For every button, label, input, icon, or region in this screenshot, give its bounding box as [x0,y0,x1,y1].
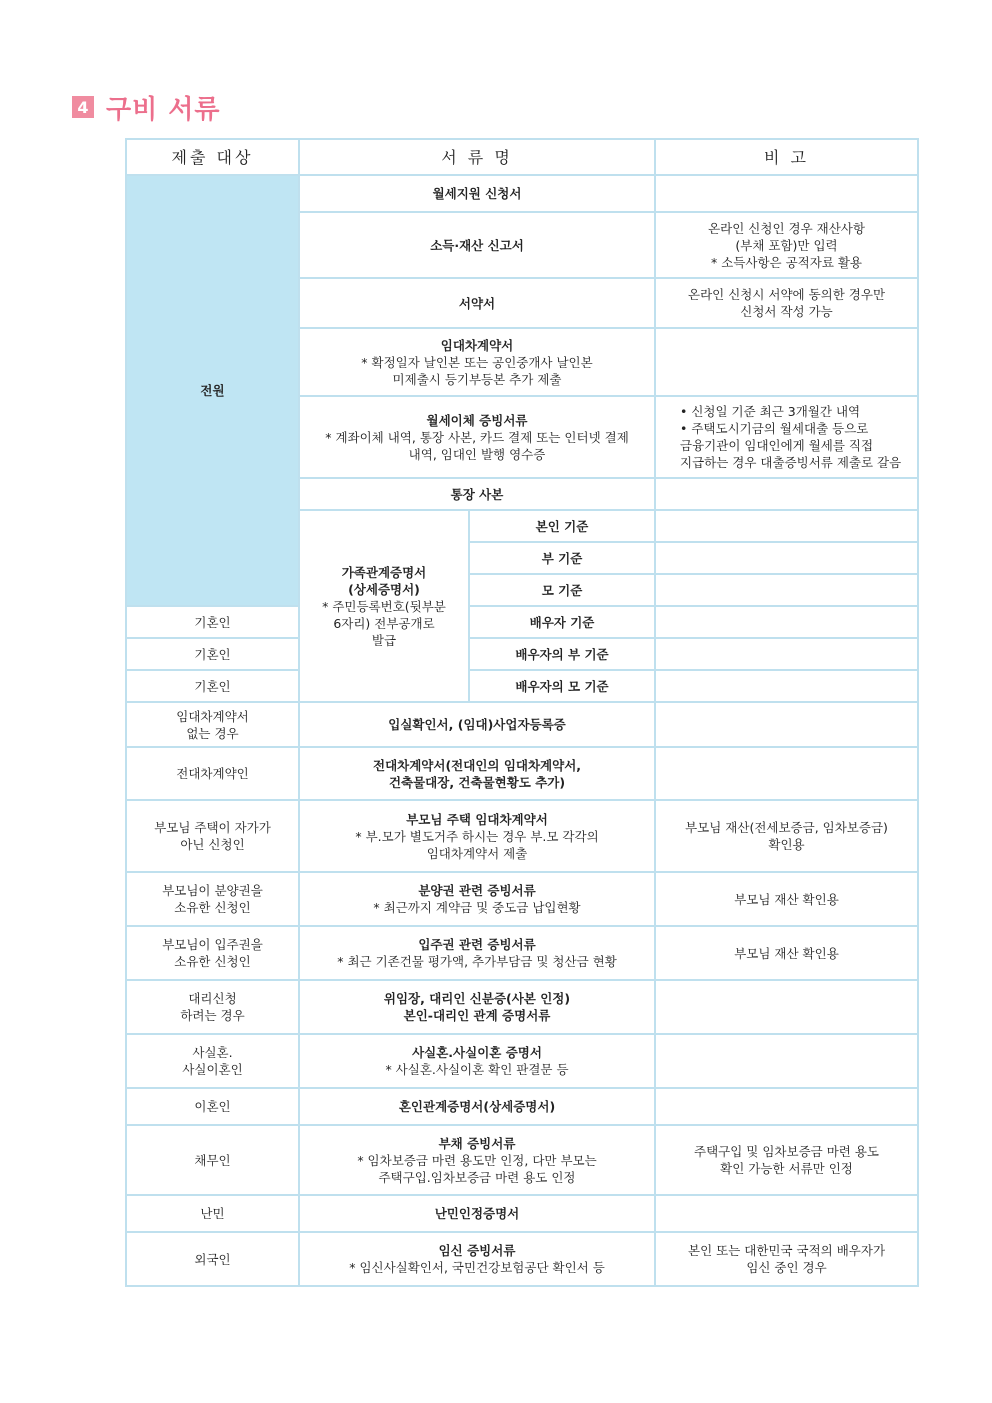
table-row [126,926,918,980]
target-cell: 부모님이 입주권을 소유한 신청인 [126,926,299,980]
doc-cell: 통장 사본 [299,478,655,510]
target-cell: 기혼인 [126,638,299,670]
table-row [126,1195,918,1232]
target-cell: 대리신청 하려는 경우 [126,980,299,1034]
doc-cell: 위임장, 대리인 신분증(사본 인정) 본인-대리인 관계 증명서류 [299,980,655,1034]
remark-cell [655,175,918,212]
remark-cell: 온라인 신청시 서약에 동의한 경우만 신청서 작성 가능 [655,278,918,328]
remark-cell: 부모님 재산(전세보증금, 임차보증금) 확인용 [655,800,918,872]
doc-cell: 임신 증빙서류 * 임신사실확인서, 국민건강보험공단 확인서 등 [299,1232,655,1286]
doc-cell: 사실혼.사실이혼 증명서 * 사실혼.사실이혼 확인 판결문 등 [299,1034,655,1088]
remark-cell [655,328,918,396]
other-rows [126,702,918,1286]
remark-cell [655,670,918,702]
remark-cell [655,478,918,510]
target-all-cell: 전원 [126,175,299,606]
doc-cell: 혼인관계증명서(상세증명서) [299,1088,655,1125]
remark-cell: 부모님 재산 확인용 [655,926,918,980]
table-row [126,670,918,702]
remark-cell [655,510,918,542]
table-row [126,1034,918,1088]
table-row [126,872,918,926]
header-remark: 비 고 [655,139,918,175]
required-documents-table [125,138,919,1287]
target-cell: 사실혼. 사실이혼인 [126,1034,299,1088]
remark-cell [655,980,918,1034]
family-basis-cell: 본인 기준 [469,510,655,542]
table-header-row [126,139,918,175]
doc-cell: 서약서 [299,278,655,328]
remark-cell [655,606,918,638]
remark-cell [655,574,918,606]
family-basis-cell: 배우자의 부 기준 [469,638,655,670]
table-row [126,1125,918,1195]
target-cell: 전대차계약인 [126,747,299,800]
doc-cell: 월세지원 신청서 [299,175,655,212]
target-cell: 부모님 주택이 자가가 아닌 신청인 [126,800,299,872]
family-basis-cell: 모 기준 [469,574,655,606]
remark-cell [655,542,918,574]
target-cell: 부모님이 분양권을 소유한 신청인 [126,872,299,926]
family-basis-cell: 배우자 기준 [469,606,655,638]
header-document: 서 류 명 [299,139,655,175]
header-target: 제출 대상 [126,139,299,175]
target-cell: 난민 [126,1195,299,1232]
target-cell: 기혼인 [126,606,299,638]
doc-cell: 입실확인서, (임대)사업자등록증 [299,702,655,747]
doc-cell: 난민인정증명서 [299,1195,655,1232]
target-cell: 기혼인 [126,670,299,702]
remark-cell: 부모님 재산 확인용 [655,872,918,926]
doc-cell: 전대차계약서(전대인의 임대차계약서, 건축물대장, 건축물현황도 추가) [299,747,655,800]
family-basis-cell: 배우자의 모 기준 [469,670,655,702]
doc-cell: 입주권 관련 증빙서류 * 최근 기존건물 평가액, 추가부담금 및 청산금 현황 [299,926,655,980]
remark-cell: • 신청일 기준 최근 3개월간 내역 • 주택도시기금의 월세대출 등으로 금융기관이 임대인에게 월세를 직접 지급하는 경우 대출증빙서류 제출로 갈음 [655,396,918,478]
section-title: 구비 서류 [106,94,221,125]
doc-cell: 소득·재산 신고서 [299,212,655,278]
remark-cell [655,638,918,670]
table-row [126,1088,918,1125]
remark-cell [655,747,918,800]
target-cell: 채무인 [126,1125,299,1195]
table-row [126,747,918,800]
target-cell: 외국인 [126,1232,299,1286]
remark-cell: 주택구입 및 임차보증금 마련 용도 확인 가능한 서류만 인정 [655,1125,918,1195]
remark-cell [655,1034,918,1088]
doc-cell: 임대차계약서 * 확정일자 날인본 또는 공인중개사 날인본 미제출시 등기부등본 추가 제출 [299,328,655,396]
table-row [126,1232,918,1286]
section-heading [72,92,221,125]
doc-cell: 부모님 주택 임대차계약서 * 부.모가 별도거주 하시는 경우 부.모 각각의 임대차계약서 제출 [299,800,655,872]
doc-cell: 월세이체 증빙서류 * 계좌이체 내역, 통장 사본, 카드 결제 또는 인터넷 결제 내역, 임대인 발행 영수증 [299,396,655,478]
table-row [126,606,918,638]
table-row [126,702,918,747]
section-number-badge: 4 [72,96,94,118]
target-cell: 임대차계약서 없는 경우 [126,702,299,747]
family-basis-cell: 부 기준 [469,542,655,574]
doc-cell: 분양권 관련 증빙서류 * 최근까지 계약금 및 중도금 납입현황 [299,872,655,926]
table-row [126,980,918,1034]
remark-cell [655,702,918,747]
table-row [126,800,918,872]
table-row [126,175,918,212]
remark-cell [655,1195,918,1232]
doc-cell: 부채 증빙서류 * 임차보증금 마련 용도만 인정, 다만 부모는 주택구입.임차보증금 마련 용도 인정 [299,1125,655,1195]
target-cell: 이혼인 [126,1088,299,1125]
remark-cell: 본인 또는 대한민국 국적의 배우자가 임신 중인 경우 [655,1232,918,1286]
table-row [126,638,918,670]
remark-cell: 온라인 신청인 경우 재산사항 (부채 포함)만 입력 * 소득사항은 공적자료 활용 [655,212,918,278]
family-doc-cell: 가족관계증명서 (상세증명서) * 주민등록번호(뒷부분 6자리) 전부공개로 발급 [299,510,469,702]
remark-cell [655,1088,918,1125]
